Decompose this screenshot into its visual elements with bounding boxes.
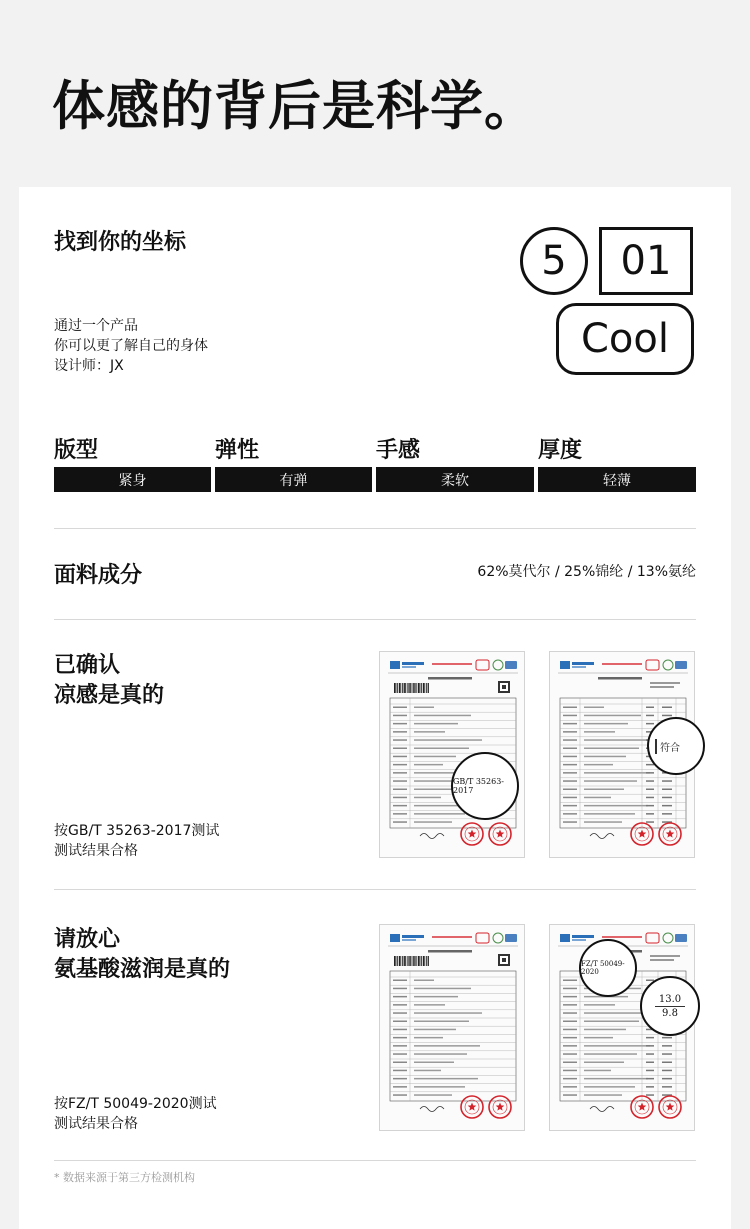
intro-line: 设计师：JX	[54, 358, 124, 374]
cooling-title-line: 已确认	[54, 653, 121, 678]
magnifier-result	[647, 717, 705, 775]
cooling-title	[54, 651, 164, 711]
test-report-image	[379, 924, 525, 1131]
product-info-card	[19, 187, 731, 1229]
cooling-test-note	[54, 821, 219, 861]
intro-line: 你可以更了解自己的身体	[54, 338, 208, 354]
series-name: Cool	[581, 316, 669, 362]
series-code-badge	[599, 227, 693, 295]
attr-stretch-value: 有弹	[215, 467, 372, 492]
test-report-image	[379, 651, 525, 858]
magnified-standard-text: FZ/T 50049-2020	[581, 960, 625, 976]
attr-thickness-label: 厚度	[538, 438, 583, 463]
report-page-graphic	[380, 925, 525, 1131]
amino-test-result: 测试结果合格	[54, 1116, 138, 1132]
attr-thickness-value: 轻薄	[538, 467, 696, 492]
fabric-label: 面料成分	[54, 563, 143, 588]
series-code: 01	[620, 238, 672, 284]
size-number-badge	[520, 227, 588, 295]
report-page-graphic	[380, 652, 525, 858]
magnifier-values	[640, 976, 700, 1036]
intro-lines	[54, 316, 208, 376]
fabric-composition: 62%莫代尔 / 25%锦纶 / 13%氨纶	[477, 564, 696, 580]
amino-title-line: 请放心	[54, 927, 121, 952]
attr-fit-label: 版型	[54, 438, 99, 463]
amino-title-line: 氨基酸滋润是真的	[54, 957, 231, 982]
divider	[54, 528, 696, 529]
magnifier-standard	[579, 939, 637, 997]
amino-test-standard: 按FZ/T 50049-2020测试	[54, 1096, 217, 1112]
cooling-test-result: 测试结果合格	[54, 843, 138, 859]
magnifier-standard	[451, 752, 519, 820]
amino-test-note	[54, 1094, 217, 1134]
magnified-value: 13.0	[655, 993, 685, 1007]
intro-title: 找到你的坐标	[54, 230, 187, 255]
intro-line: 通过一个产品	[54, 318, 138, 334]
data-source-footnote: * 数据来源于第三方检测机构	[54, 1171, 195, 1184]
page-headline: 体感的背后是科学。	[52, 76, 538, 137]
attr-fit-value: 紧身	[54, 467, 211, 492]
size-number: 5	[541, 238, 567, 284]
divider	[54, 1160, 696, 1161]
amino-title	[54, 925, 230, 985]
magnified-standard-text: GB/T 35263-2017	[453, 777, 504, 795]
attr-feel-value: 柔软	[376, 467, 534, 492]
attr-stretch-label: 弹性	[215, 438, 260, 463]
attr-feel-label: 手感	[376, 438, 421, 463]
series-name-badge	[556, 303, 694, 375]
divider	[54, 889, 696, 890]
divider	[54, 619, 696, 620]
magnified-value: 9.8	[662, 1007, 678, 1019]
magnified-result-text: 符合	[655, 739, 680, 754]
cooling-title-line: 凉感是真的	[54, 683, 165, 708]
cooling-test-standard: 按GB/T 35263-2017测试	[54, 823, 220, 839]
